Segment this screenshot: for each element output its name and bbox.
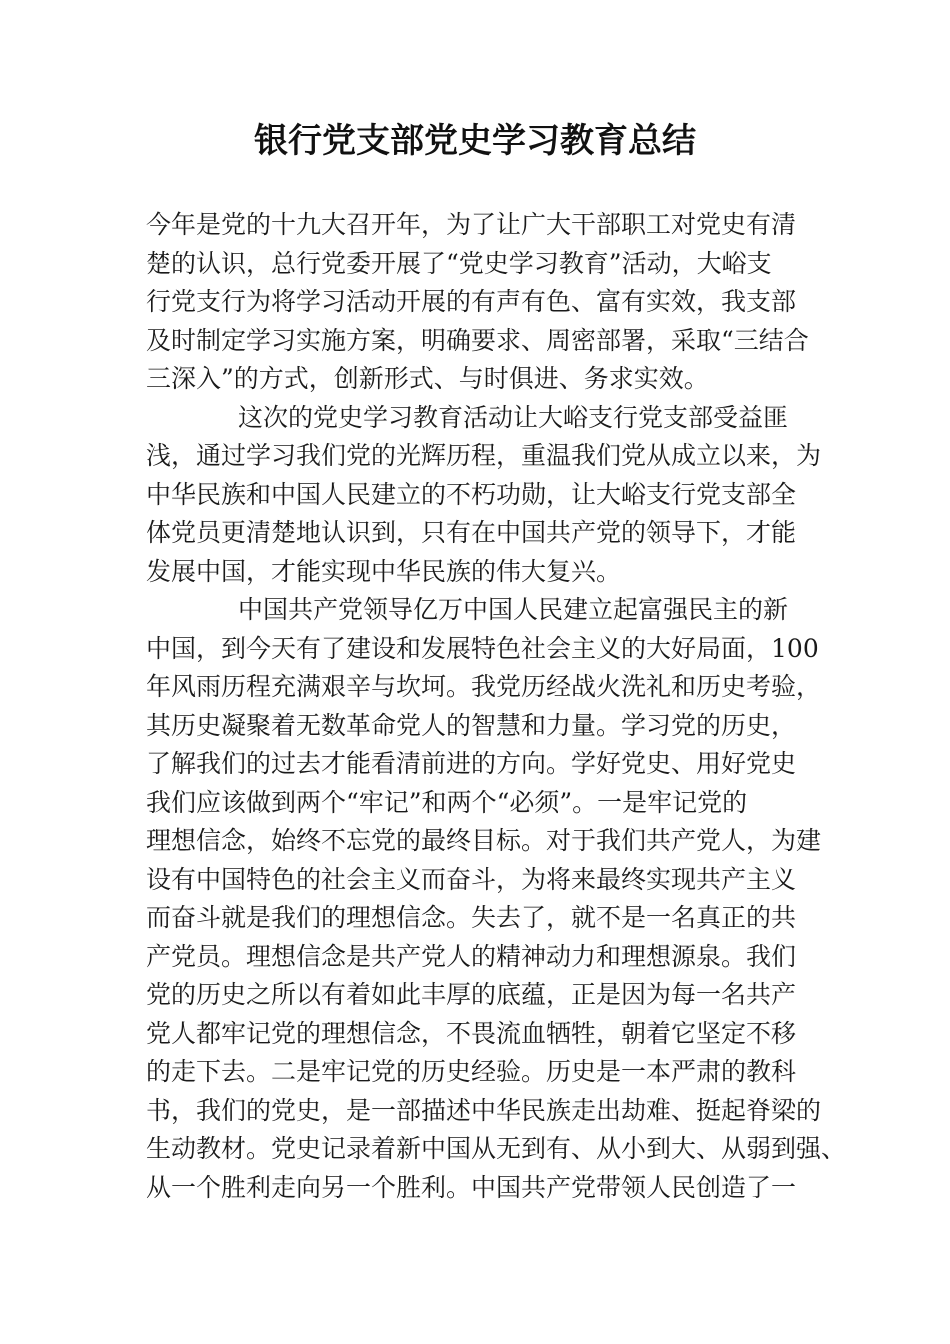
- body-line: 行党支行为将学习活动开展的有声有色、富有实效，我支部: [146, 287, 797, 316]
- body-line: 了解我们的过去才能看清前进的方向。学好党史、用好党史: [146, 749, 797, 778]
- body-line: 今年是党的十九大召开年，为了让广大干部职工对党史有清: [146, 210, 797, 239]
- body-line: 而奋斗就是我们的理想信念。失去了，就不是一名真正的共: [146, 903, 797, 932]
- body-line: 我们应该做到两个“牢记”和两个“必须”。一是牢记党的: [146, 787, 748, 817]
- body-line: 设有中国特色的社会主义而奋斗，为将来最终实现共产主义: [146, 864, 797, 894]
- body-line: 产党员。理想信念是共产党人的精神动力和理想源泉。我们: [146, 941, 797, 971]
- body-line: 党的历史之所以有着如此丰厚的底蕴，正是因为每一名共产: [146, 980, 797, 1009]
- body-line: 浅，通过学习我们党的光辉历程，重温我们党从成立以来，为: [146, 441, 822, 470]
- body-line: 体党员更清楚地认识到，只有在中国共产党的领导下，才能: [146, 518, 797, 547]
- body-line: 理想信念，始终不忘党的最终目标。对于我们共产党人，为建: [146, 826, 822, 855]
- body-line: 年风雨历程充满艰辛与坎坷。我党历经战火洗礼和历史考验，: [146, 672, 822, 701]
- body-line: 楚的认识，总行党委开展了“党史学习教育”活动，大峪支: [146, 248, 772, 278]
- body-line: 中国，到今天有了建设和发展特色社会主义的大好局面，100: [146, 633, 819, 663]
- body-line: 发展中国，才能实现中华民族的伟大复兴。: [146, 556, 622, 586]
- body-line: 这次的党史学习教育活动让大峪支行党支部受益匪: [238, 402, 789, 432]
- body-line: 从一个胜利走向另一个胜利。中国共产党带领人民创造了一: [146, 1172, 797, 1202]
- body-line: 生动教材。党史记录着新中国从无到有、从小到大、从弱到强、: [146, 1134, 847, 1163]
- body-line: 其历史凝聚着无数革命党人的智慧和力量。学习党的历史，: [146, 710, 797, 740]
- body-line: 的走下去。二是牢记党的历史经验。历史是一本严肃的教科: [146, 1057, 797, 1086]
- body-line: 中华民族和中国人民建立的不朽功勋，让大峪支行党支部全: [146, 479, 797, 509]
- body-line: 三深入”的方式，创新形式、与时俱进、务求实效。: [146, 364, 709, 393]
- document-body: [146, 206, 847, 1207]
- body-line: 及时制定学习实施方案，明确要求、周密部署，采取“三结合: [146, 325, 809, 355]
- body-line: 党人都牢记党的理想信念，不畏流血牺牲，朝着它坚定不移: [146, 1018, 797, 1048]
- body-line: 书，我们的党史，是一部描述中华民族走出劫难、挺起脊梁的: [146, 1095, 822, 1125]
- body-line: 中国共产党领导亿万中国人民建立起富强民主的新: [238, 595, 789, 624]
- document-title: 银行党支部党史学习教育总结: [254, 121, 696, 161]
